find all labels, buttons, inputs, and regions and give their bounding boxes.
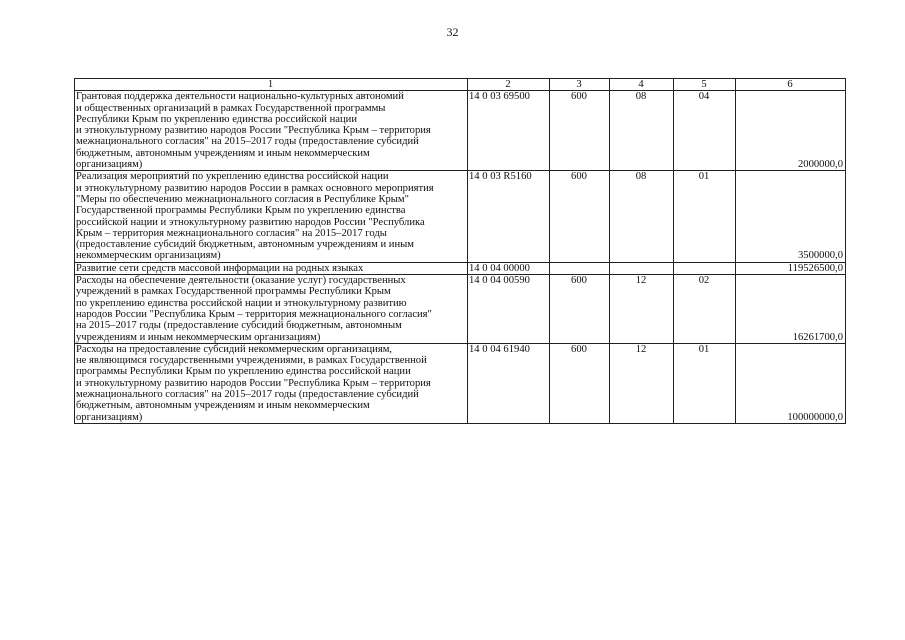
expense-name-line: Государственной программы Республики Крым по укреплению единства [76, 205, 406, 217]
expense-type-cell: 600 [550, 275, 610, 344]
expense-name-cell [75, 171, 468, 262]
section-cell: 08 [610, 171, 674, 262]
budget-table [74, 78, 846, 424]
expense-name-line: народов России "Республика Крым – территория межнационального согласия" [76, 308, 432, 320]
expense-name-cell [75, 262, 468, 274]
expense-name-line: и этнокультурному развитию народов России в рамках основного мероприятия [76, 182, 434, 194]
expense-type-cell: 600 [550, 343, 610, 423]
column-header: 5 [674, 79, 736, 91]
target-code-cell: 14 0 04 00590 [468, 275, 550, 344]
subsection-cell: 01 [674, 343, 736, 423]
section-cell: 08 [610, 91, 674, 171]
target-code-cell: 14 0 03 69500 [468, 91, 550, 171]
target-code-cell: 14 0 04 00000 [468, 262, 550, 274]
section-cell: 12 [610, 343, 674, 423]
expense-name-line: Реализация мероприятий по укреплению единства российской нации [76, 171, 389, 183]
expense-name-line: программы Республики Крым по укреплению единства российской нации [76, 366, 411, 378]
section-cell: 12 [610, 275, 674, 344]
target-code-cell: 14 0 04 61940 [468, 343, 550, 423]
expense-name-line: Расходы на обеспечение деятельности (оказание услуг) государственных [76, 275, 406, 287]
table-row [75, 262, 846, 274]
expense-name-line: и этнокультурному развитию народов России "Республика Крым – территория [76, 125, 431, 137]
table-row [75, 171, 846, 262]
subsection-cell: 01 [674, 171, 736, 262]
column-header: 1 [75, 79, 468, 91]
expense-name-line: бюджетным, автономным учреждениям и иным некоммерческим [76, 400, 370, 412]
expense-name-line: Республики Крым по укреплению единства российской нации [76, 113, 357, 125]
expense-name-line: и общественных организаций в рамках Государственной программы [76, 102, 386, 114]
expense-name-line: по укреплению единства российской нации и этнокультурному развитию [76, 297, 407, 309]
expense-type-cell [550, 262, 610, 274]
amount-cell: 2000000,0 [736, 91, 846, 171]
expense-type-cell: 600 [550, 91, 610, 171]
expense-name-line: Развитие сети средств массовой информации на родных языках [76, 262, 364, 274]
expense-name-line: "Меры по обеспечению межнационального согласия в Республике Крым" [76, 193, 409, 205]
expense-name-line: Грантовая поддержка деятельности национально-культурных автономий [76, 91, 404, 103]
expense-name-line: не являющимся государственными учреждениями, в рамках Государственной [76, 355, 427, 367]
expense-name-line: (предоставление субсидий бюджетным, автономным учреждениям и иным [76, 239, 414, 251]
expense-name-line: бюджетным, автономным учреждениям и иным некоммерческим [76, 147, 370, 159]
column-header: 3 [550, 79, 610, 91]
amount-cell: 3500000,0 [736, 171, 846, 262]
table-row [75, 275, 846, 344]
expense-name-cell [75, 343, 468, 423]
column-header: 4 [610, 79, 674, 91]
subsection-cell: 02 [674, 275, 736, 344]
column-header: 2 [468, 79, 550, 91]
expense-name-line: Расходы на предоставление субсидий некоммерческим организациям, [76, 343, 393, 355]
table-header-row [75, 79, 846, 91]
expense-name-line: учреждений в рамках Государственной программы Республики Крым [76, 286, 391, 298]
section-cell [610, 262, 674, 274]
expense-name-cell [75, 91, 468, 171]
expense-name-line: организациям) [76, 159, 143, 171]
subsection-cell [674, 262, 736, 274]
expense-name-line: учреждениям и иным некоммерческим организациям) [76, 331, 321, 343]
expense-name-cell [75, 275, 468, 344]
amount-cell: 119526500,0 [736, 262, 846, 274]
expense-name-line: межнационального согласия" на 2015–2017 годы (предоставление субсидий [76, 136, 419, 148]
table-row [75, 91, 846, 171]
amount-cell: 16261700,0 [736, 275, 846, 344]
expense-name-line: Крым – территория межнационального согласия" на 2015–2017 годы [76, 227, 387, 239]
page-number: 32 [446, 25, 459, 39]
subsection-cell: 04 [674, 91, 736, 171]
expense-name-line: организациям) [76, 411, 143, 423]
target-code-cell: 14 0 03 R5160 [468, 171, 550, 262]
amount-cell: 100000000,0 [736, 343, 846, 423]
expense-type-cell: 600 [550, 171, 610, 262]
expense-name-line: межнационального согласия" на 2015–2017 годы (предоставление субсидий [76, 389, 419, 401]
expense-name-line: некоммерческим организациям) [76, 250, 221, 262]
table-row [75, 343, 846, 423]
expense-name-line: российской нации и этнокультурному развитию народов России "Республика [76, 216, 425, 228]
expense-name-line: на 2015–2017 годы (предоставление субсидий бюджетным, автономным [76, 320, 402, 332]
column-header: 6 [736, 79, 846, 91]
expense-name-line: и этнокультурному развитию народов России "Республика Крым – территория [76, 377, 431, 389]
